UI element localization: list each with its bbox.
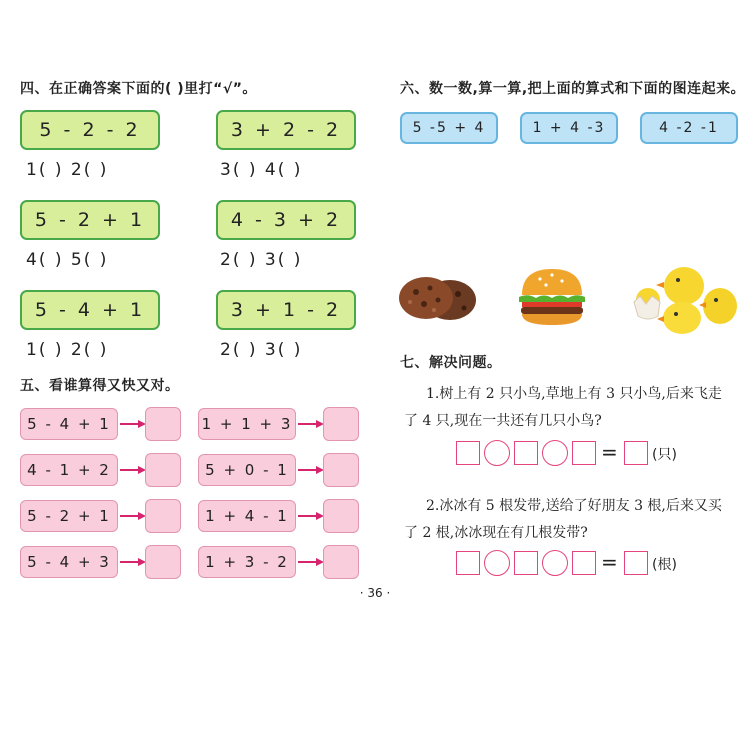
answer-choices-6[interactable]: 2( ) 3( ) bbox=[220, 340, 303, 360]
arrow-icon bbox=[298, 465, 324, 475]
answer-square[interactable] bbox=[456, 551, 480, 575]
answer-square[interactable] bbox=[514, 441, 538, 465]
answer-square[interactable] bbox=[572, 441, 596, 465]
expression-box-5: 5 - 4 + 1 bbox=[20, 290, 160, 330]
answer-box[interactable] bbox=[145, 499, 181, 533]
arrow-icon bbox=[120, 511, 146, 521]
answer-box[interactable] bbox=[323, 407, 359, 441]
answer-choices-3[interactable]: 4( ) 5( ) bbox=[26, 250, 109, 270]
match-expression-2[interactable]: 1 + 4 -3 bbox=[520, 112, 618, 144]
arrow-icon bbox=[298, 419, 324, 429]
answer-square[interactable] bbox=[624, 551, 648, 575]
equals-sign: = bbox=[601, 440, 618, 464]
calc-left-4: 5 - 4 + 3 bbox=[20, 546, 118, 578]
expression-box-1: 5 - 2 - 2 bbox=[20, 110, 160, 150]
answer-choices-2[interactable]: 3( ) 4( ) bbox=[220, 160, 303, 180]
answer-square[interactable] bbox=[514, 551, 538, 575]
match-expression-1[interactable]: 5 -5 + 4 bbox=[400, 112, 498, 144]
answer-choices-5[interactable]: 1( ) 2( ) bbox=[26, 340, 109, 360]
expression-box-6: 3 + 1 - 2 bbox=[216, 290, 356, 330]
answer-square[interactable] bbox=[456, 441, 480, 465]
answer-square[interactable] bbox=[572, 551, 596, 575]
arrow-icon bbox=[120, 557, 146, 567]
calc-left-2: 4 - 1 + 2 bbox=[20, 454, 118, 486]
cookies-picture[interactable] bbox=[398, 270, 480, 325]
answer-box[interactable] bbox=[145, 545, 181, 579]
calc-right-3: 1 + 4 - 1 bbox=[198, 500, 296, 532]
operator-circle[interactable] bbox=[542, 440, 568, 466]
section-6-title: 六、数一数,算一算,把上面的算式和下面的图连起来。 bbox=[400, 81, 746, 97]
match-expression-3[interactable]: 4 -2 -1 bbox=[640, 112, 738, 144]
answer-box[interactable] bbox=[323, 499, 359, 533]
unit-label-1: (只) bbox=[652, 447, 677, 463]
calc-right-4: 1 + 3 - 2 bbox=[198, 546, 296, 578]
answer-box[interactable] bbox=[145, 453, 181, 487]
calc-left-3: 5 - 2 + 1 bbox=[20, 500, 118, 532]
expression-box-2: 3 + 2 - 2 bbox=[216, 110, 356, 150]
equals-sign: = bbox=[601, 550, 618, 574]
answer-square[interactable] bbox=[624, 441, 648, 465]
section-7-title: 七、解决问题。 bbox=[400, 355, 502, 371]
answer-box[interactable] bbox=[323, 545, 359, 579]
arrow-icon bbox=[298, 557, 324, 567]
hamburger-picture[interactable] bbox=[516, 265, 588, 330]
section-5-title: 五、看谁算得又快又对。 bbox=[20, 378, 180, 394]
calc-right-2: 5 + 0 - 1 bbox=[198, 454, 296, 486]
operator-circle[interactable] bbox=[484, 550, 510, 576]
problem-2-text: 2.冰冰有 5 根发带,送给了好朋友 3 根,后来又买了 2 根,冰冰现在有几根发带? bbox=[404, 498, 722, 541]
section-4-title: 四、在正确答案下面的( )里打“√”。 bbox=[20, 81, 257, 97]
answer-box[interactable] bbox=[145, 407, 181, 441]
arrow-icon bbox=[120, 465, 146, 475]
operator-circle[interactable] bbox=[542, 550, 568, 576]
calc-left-1: 5 - 4 + 1 bbox=[20, 408, 118, 440]
chicks-picture[interactable] bbox=[632, 258, 742, 338]
answer-choices-1[interactable]: 1( ) 2( ) bbox=[26, 160, 109, 180]
problem-1-text: 1.树上有 2 只小鸟,草地上有 3 只小鸟,后来飞走了 4 只,现在一共还有几只小鸟? bbox=[404, 386, 722, 429]
expression-box-3: 5 - 2 + 1 bbox=[20, 200, 160, 240]
page-number: · 36 · bbox=[359, 586, 391, 600]
operator-circle[interactable] bbox=[484, 440, 510, 466]
answer-box[interactable] bbox=[323, 453, 359, 487]
unit-label-2: (根) bbox=[652, 557, 677, 573]
arrow-icon bbox=[298, 511, 324, 521]
calc-right-1: 1 + 1 + 3 bbox=[198, 408, 296, 440]
answer-choices-4[interactable]: 2( ) 3( ) bbox=[220, 250, 303, 270]
expression-box-4: 4 - 3 + 2 bbox=[216, 200, 356, 240]
arrow-icon bbox=[120, 419, 146, 429]
